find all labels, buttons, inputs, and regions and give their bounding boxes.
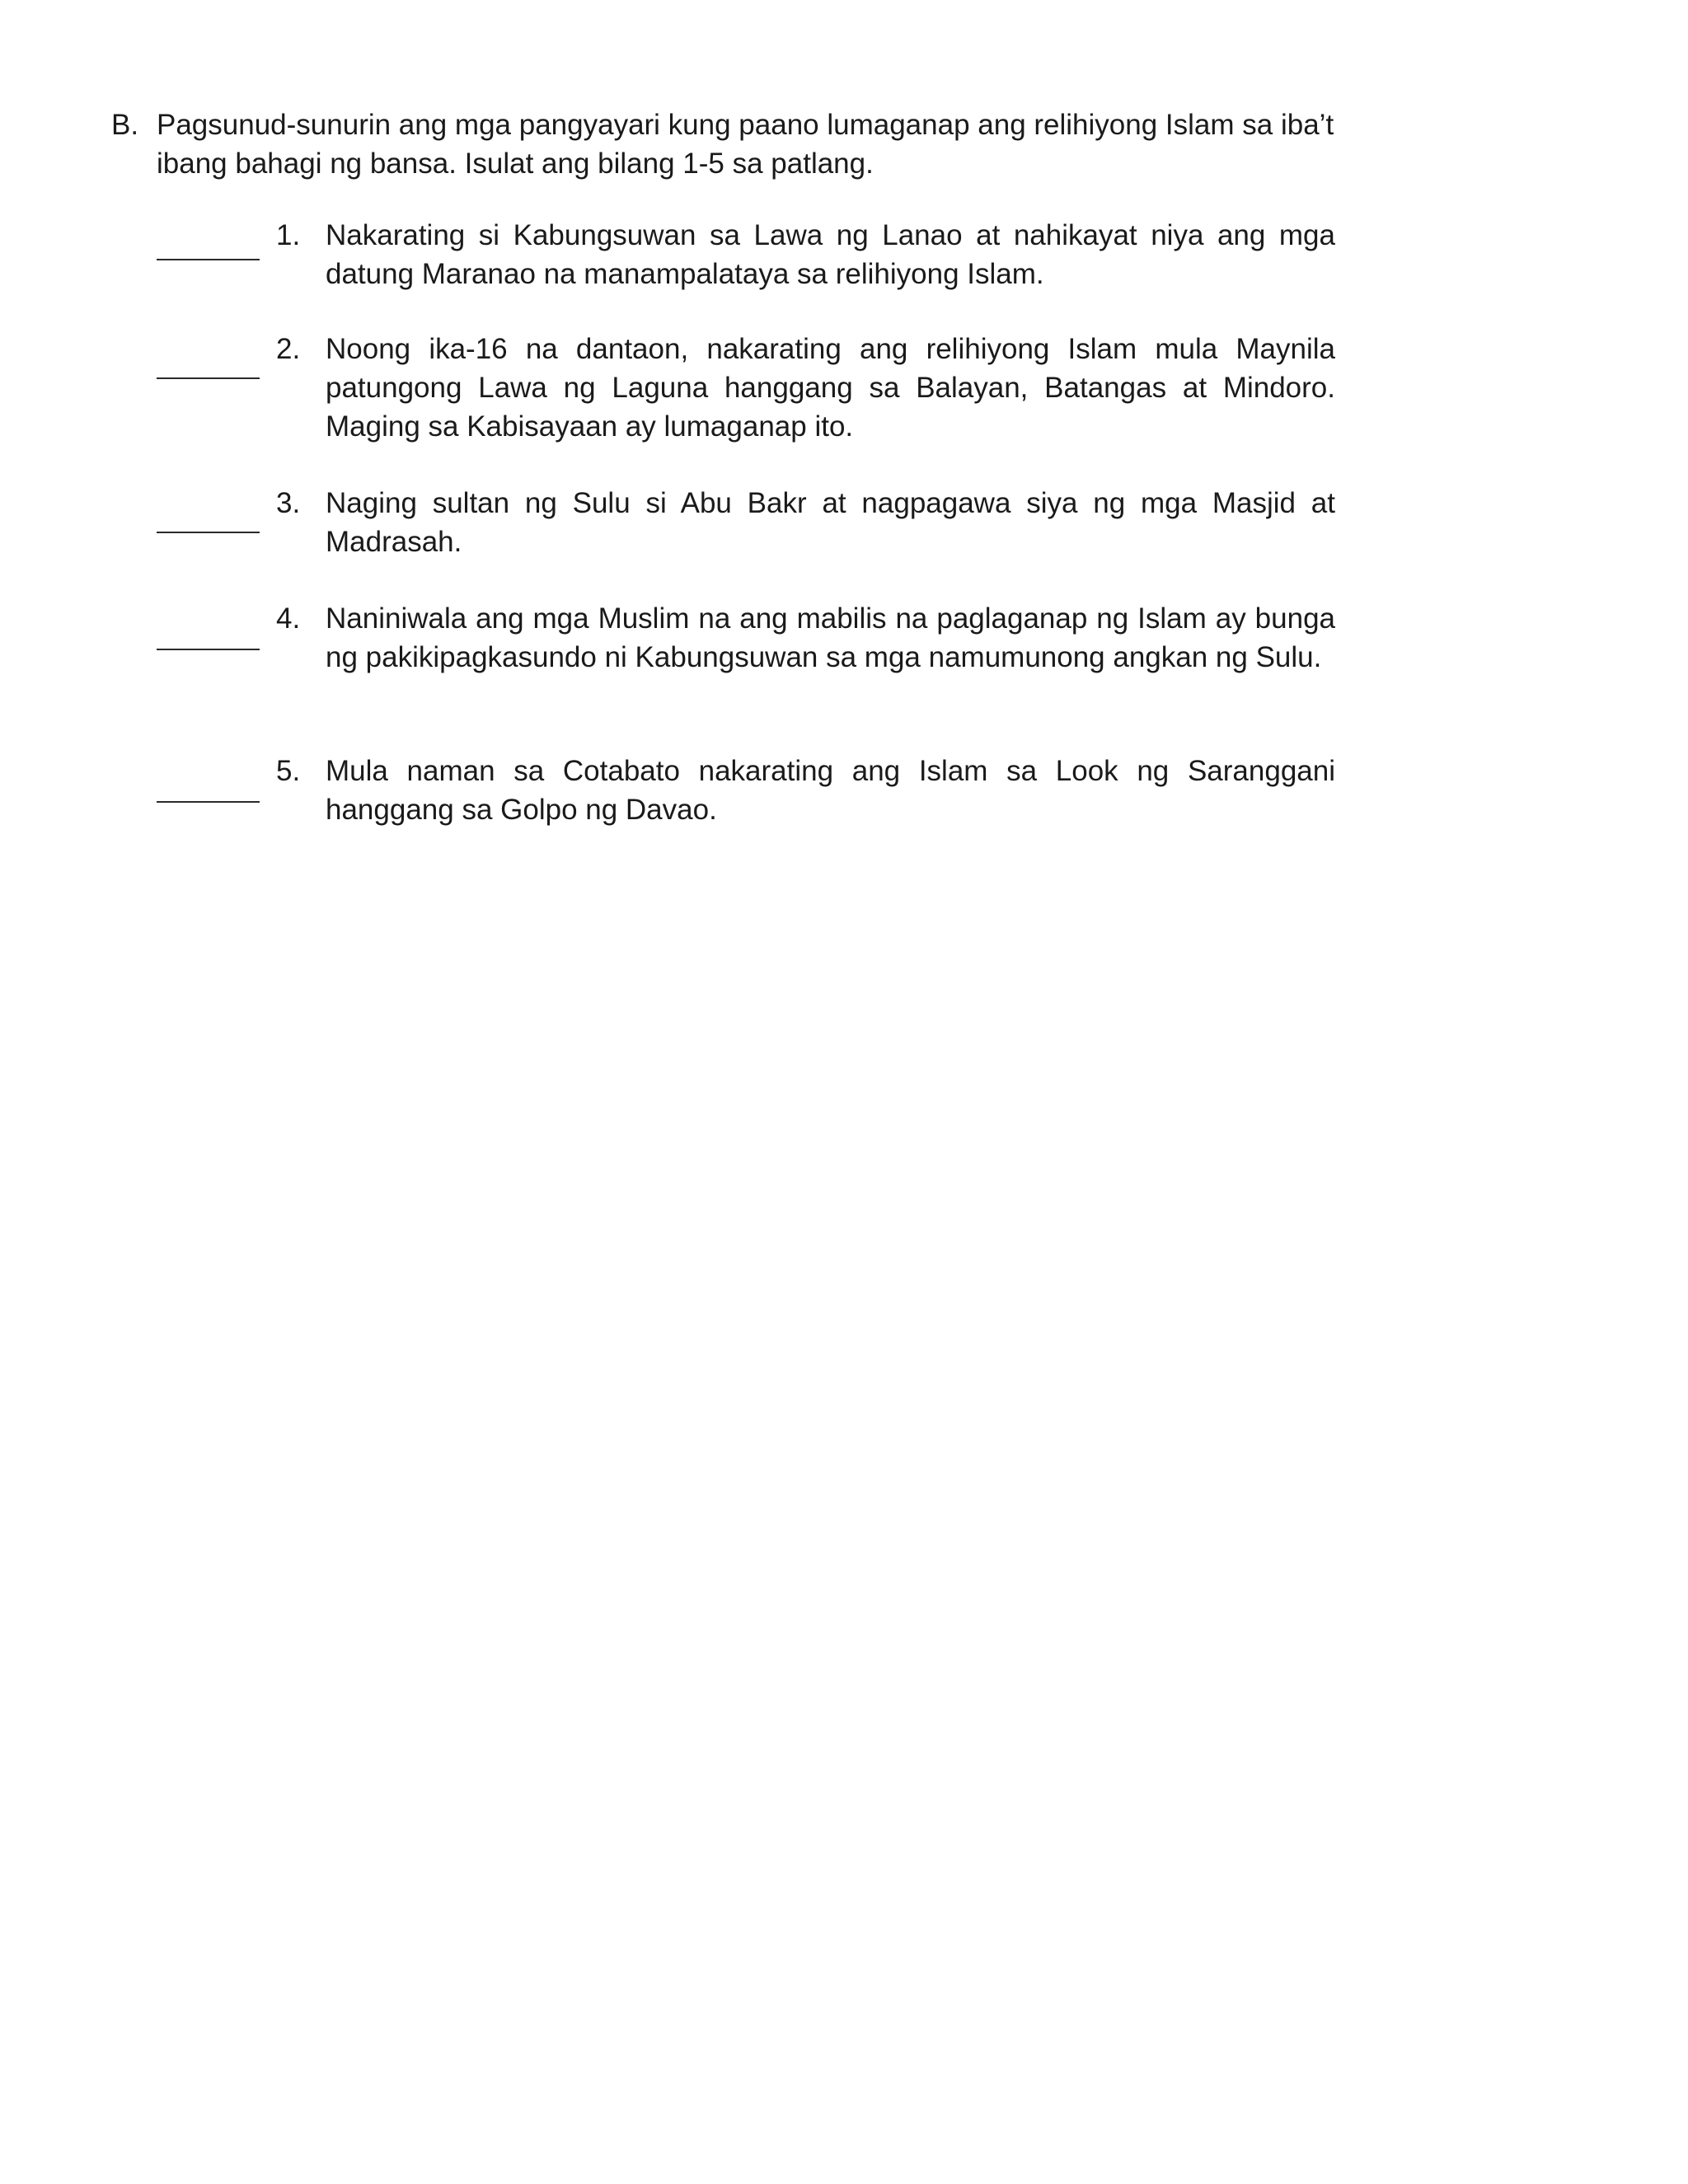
section-letter: B. bbox=[111, 109, 139, 141]
item-number: 3. bbox=[276, 487, 301, 519]
item-text: Mula naman sa Cotabato nakarating ang Islam sa Look ng Saranggani hanggang sa Golpo ng Davao. bbox=[326, 755, 1335, 826]
item-number: 4. bbox=[276, 602, 301, 635]
answer-blank[interactable] bbox=[157, 801, 260, 803]
item-text: Noong ika-16 na dantaon, nakarating ang relihiyong Islam mula Maynila patungong Lawa ng Laguna hanggang sa Balayan, Batangas at Mindoro. Maging sa Kabisayaan ay lumaganap ito. bbox=[326, 333, 1335, 443]
item-number: 1. bbox=[276, 219, 301, 251]
section-instructions: Pagsunud-sunurin ang mga pangyayari kung paano lumaganap ang relihiyong Islam sa iba’t ibang bahagi ng bansa. Isulat ang bilang 1-5 sa patlang. bbox=[157, 109, 1334, 180]
answer-blank[interactable] bbox=[157, 532, 260, 533]
item-number: 2. bbox=[276, 333, 301, 365]
answer-blank[interactable] bbox=[157, 377, 260, 379]
answer-blank[interactable] bbox=[157, 259, 260, 260]
item-text: Naniniwala ang mga Muslim na ang mabilis na paglaganap ng Islam ay bunga ng pakikipagkasundo ni Kabungsuwan sa mga namumunong angkan ng Sulu. bbox=[326, 602, 1335, 673]
item-number: 5. bbox=[276, 755, 301, 787]
answer-blank[interactable] bbox=[157, 649, 260, 650]
item-text: Naging sultan ng Sulu si Abu Bakr at nagpagawa siya ng mga Masjid at Madrasah. bbox=[326, 487, 1335, 558]
item-text: Nakarating si Kabungsuwan sa Lawa ng Lanao at nahikayat niya ang mga datung Maranao na manampalataya sa relihiyong Islam. bbox=[326, 219, 1335, 290]
